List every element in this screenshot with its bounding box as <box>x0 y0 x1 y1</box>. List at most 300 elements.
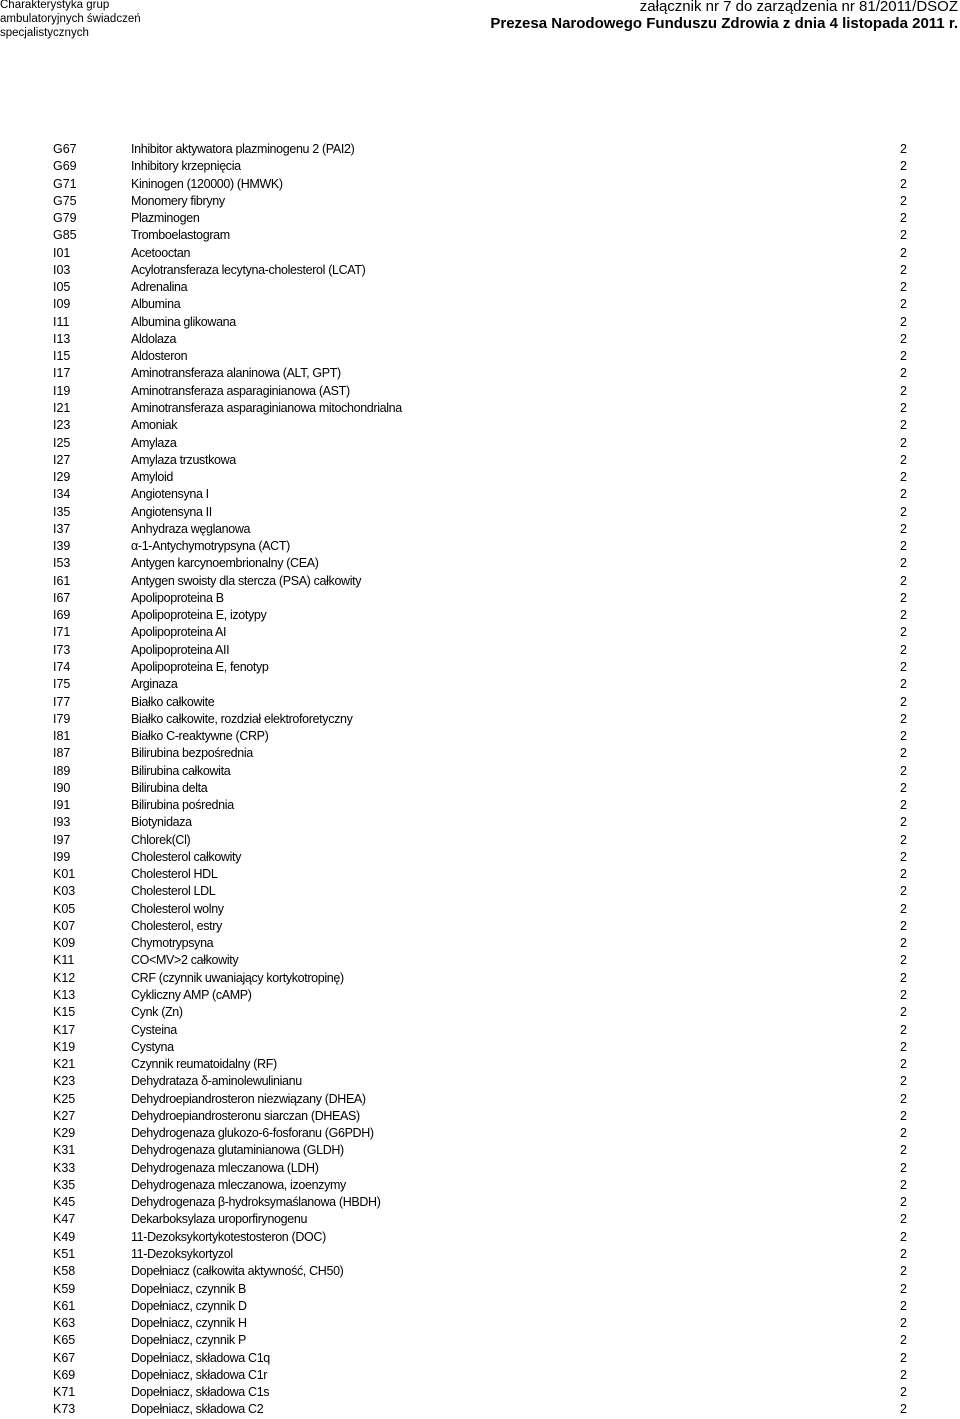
row-name: Albumina <box>131 297 181 312</box>
table-row <box>0 607 960 624</box>
table-row <box>0 1332 960 1349</box>
row-value: 2 <box>900 659 907 674</box>
table-row <box>0 210 960 227</box>
header-left-line2: ambulatoryjnych świadczeń <box>0 13 141 25</box>
row-value: 2 <box>900 1298 907 1313</box>
row-value: 2 <box>900 1091 907 1106</box>
row-code: G79 <box>53 211 77 226</box>
row-value: 2 <box>900 159 907 174</box>
table-row <box>0 279 960 296</box>
table-row <box>0 590 960 607</box>
row-name: Dopełniacz, składowa C1s <box>131 1385 270 1400</box>
table-row <box>0 935 960 952</box>
table-row <box>0 711 960 728</box>
row-name: Chlorek(Cl) <box>131 832 191 847</box>
header-right-line1: załącznik nr 7 do zarządzenia nr 81/2011/DSOZ <box>639 0 958 15</box>
table-row <box>0 918 960 935</box>
procedure-table <box>0 141 960 1419</box>
row-value: 2 <box>900 1057 907 1072</box>
row-code: K45 <box>53 1195 76 1210</box>
row-name: Chymotrypsyna <box>131 936 214 951</box>
row-value: 2 <box>900 884 907 899</box>
row-code: K33 <box>53 1160 76 1175</box>
row-code: K05 <box>53 901 76 916</box>
table-row <box>0 1263 960 1280</box>
row-code: I90 <box>53 780 71 795</box>
table-row <box>0 970 960 987</box>
table-row <box>0 1246 960 1263</box>
table-row <box>0 1211 960 1228</box>
row-code: G69 <box>53 159 77 174</box>
header-right-line2: Prezesa Narodowego Funduszu Zdrowia z dnia 4 listopada 2011 r. <box>490 15 958 32</box>
table-row <box>0 1056 960 1073</box>
row-value: 2 <box>900 1247 907 1261</box>
row-name: Angiotensyna I <box>131 487 209 502</box>
row-code: G75 <box>53 193 77 208</box>
row-code: I97 <box>53 832 71 847</box>
table-row <box>0 1039 960 1056</box>
row-code: I27 <box>53 452 71 467</box>
row-value: 2 <box>900 521 907 536</box>
row-value: 2 <box>900 349 907 364</box>
row-code: K13 <box>53 988 76 1003</box>
row-code: I03 <box>53 262 71 277</box>
table-row <box>0 348 960 365</box>
row-code: I19 <box>53 383 71 398</box>
row-value: 2 <box>900 1039 907 1054</box>
row-value: 2 <box>900 1005 907 1020</box>
row-value: 2 <box>900 1333 907 1348</box>
row-name: Monomery fibryny <box>131 193 225 208</box>
row-name: 11-Dezoksykortyzol <box>131 1247 233 1261</box>
row-code: K61 <box>53 1298 76 1313</box>
header-right <box>490 0 958 32</box>
table-row <box>0 901 960 918</box>
row-value: 2 <box>900 642 907 657</box>
row-value: 2 <box>900 400 907 415</box>
row-value: 2 <box>900 918 907 933</box>
row-code: K29 <box>53 1126 76 1141</box>
row-value: 2 <box>900 211 907 226</box>
row-code: K03 <box>53 884 76 899</box>
row-name: Cholesterol HDL <box>131 867 218 882</box>
row-code: I17 <box>53 366 71 381</box>
row-name: CO<MV>2 całkowity <box>131 953 239 968</box>
row-name: Dekarboksylaza uroporfirynogenu <box>131 1212 308 1227</box>
row-name: Apolipoproteina E, fenotyp <box>131 659 269 674</box>
row-code: K73 <box>53 1402 76 1417</box>
row-name: CRF (czynnik uwaniający kortykotropinę) <box>131 970 344 985</box>
row-value: 2 <box>900 677 907 692</box>
row-name: Amyloid <box>131 470 174 485</box>
table-row <box>0 1281 960 1298</box>
row-code: K69 <box>53 1367 76 1382</box>
row-name: Bilirubina pośrednia <box>131 798 234 813</box>
row-name: Adrenalina <box>131 280 188 295</box>
row-name: Dehydroepiandrosteron niezwiązany (DHEA) <box>131 1091 366 1106</box>
row-name: Inhibitor aktywatora plazminogenu 2 (PAI2) <box>131 142 355 156</box>
row-value: 2 <box>900 711 907 726</box>
row-value: 2 <box>900 832 907 847</box>
row-value: 2 <box>900 608 907 623</box>
row-name: Bilirubina delta <box>131 780 208 795</box>
table-row <box>0 659 960 676</box>
row-code: I37 <box>53 521 71 536</box>
row-code: I61 <box>53 573 71 588</box>
row-name: Antygen karcynoembrionalny (CEA) <box>131 556 319 571</box>
row-code: I39 <box>53 539 71 554</box>
row-value: 2 <box>900 1108 907 1123</box>
row-name: Plazminogen <box>131 211 200 226</box>
row-code: K71 <box>53 1385 76 1400</box>
row-value: 2 <box>900 1264 907 1279</box>
table-row <box>0 866 960 883</box>
row-name: Aminotransferaza alaninowa (ALT, GPT) <box>131 366 341 381</box>
table-row <box>0 780 960 797</box>
row-code: I25 <box>53 435 71 450</box>
table-row <box>0 383 960 400</box>
row-code: G85 <box>53 228 77 243</box>
row-name: Białko C-reaktywne (CRP) <box>131 729 269 744</box>
table-row <box>0 814 960 831</box>
row-value: 2 <box>900 383 907 398</box>
row-value: 2 <box>900 470 907 485</box>
row-value: 2 <box>900 193 907 208</box>
row-code: K25 <box>53 1091 76 1106</box>
row-value: 2 <box>900 1367 907 1382</box>
row-code: K51 <box>53 1247 76 1261</box>
row-code: I74 <box>53 659 71 674</box>
row-code: K65 <box>53 1333 76 1348</box>
row-name: Dopełniacz, czynnik P <box>131 1333 246 1348</box>
row-value: 2 <box>900 1316 907 1331</box>
row-name: Bilirubina całkowita <box>131 763 231 778</box>
table-row <box>0 1073 960 1090</box>
row-code: K19 <box>53 1039 76 1054</box>
row-value: 2 <box>900 590 907 605</box>
table-row <box>0 642 960 659</box>
row-value: 2 <box>900 418 907 433</box>
row-name: Białko całkowite <box>131 694 215 709</box>
table-row <box>0 1022 960 1039</box>
table-row <box>0 1160 960 1177</box>
table-row <box>0 1004 960 1021</box>
row-name: Biotynidaza <box>131 815 192 830</box>
row-value: 2 <box>900 988 907 1003</box>
row-value: 2 <box>900 1195 907 1210</box>
row-code: K12 <box>53 970 76 985</box>
row-value: 2 <box>900 867 907 882</box>
row-name: Cynk (Zn) <box>131 1005 183 1020</box>
row-value: 2 <box>900 1212 907 1227</box>
row-name: Cholesterol LDL <box>131 884 216 899</box>
row-code: K47 <box>53 1212 76 1227</box>
row-code: I09 <box>53 297 71 312</box>
table-row <box>0 555 960 572</box>
table-row <box>0 1350 960 1367</box>
row-code: I93 <box>53 815 71 830</box>
table-row <box>0 504 960 521</box>
table-row <box>0 193 960 210</box>
table-row <box>0 417 960 434</box>
table-row <box>0 763 960 780</box>
row-name: Cholesterol, estry <box>131 918 222 933</box>
row-value: 2 <box>900 297 907 312</box>
table-row <box>0 1125 960 1142</box>
row-code: K07 <box>53 918 76 933</box>
row-name: Aminotransferaza asparaginianowa (AST) <box>131 383 350 398</box>
table-row <box>0 141 960 158</box>
table-row <box>0 176 960 193</box>
row-name: Acylotransferaza lecytyna-cholesterol (LCAT) <box>131 262 366 277</box>
table-row <box>0 573 960 590</box>
table-row <box>0 227 960 244</box>
row-value: 2 <box>900 1074 907 1089</box>
header-left <box>0 0 141 40</box>
row-value: 2 <box>900 953 907 968</box>
row-value: 2 <box>900 729 907 744</box>
row-name: Apolipoproteina AII <box>131 642 230 657</box>
row-value: 2 <box>900 1177 907 1192</box>
row-code: I71 <box>53 625 71 640</box>
row-name: Cystyna <box>131 1039 174 1054</box>
row-value: 2 <box>900 1160 907 1175</box>
table-row <box>0 797 960 814</box>
row-value: 2 <box>900 798 907 813</box>
row-name: Acetooctan <box>131 245 191 260</box>
row-code: I35 <box>53 504 71 519</box>
row-code: I79 <box>53 711 71 726</box>
table-row <box>0 296 960 313</box>
row-name: Kininogen (120000) (HMWK) <box>131 176 283 191</box>
row-value: 2 <box>900 780 907 795</box>
row-code: K17 <box>53 1022 76 1037</box>
row-value: 2 <box>900 331 907 346</box>
row-code: K58 <box>53 1264 76 1279</box>
table-row <box>0 365 960 382</box>
header-left-line3: specjalistycznych <box>0 27 89 39</box>
row-name: Cholesterol całkowity <box>131 849 242 864</box>
row-value: 2 <box>900 539 907 554</box>
row-value: 2 <box>900 504 907 519</box>
row-code: K09 <box>53 936 76 951</box>
row-name: Czynnik reumatoidalny (RF) <box>131 1057 277 1072</box>
row-name: Dopełniacz, czynnik B <box>131 1281 246 1296</box>
row-name: Apolipoproteina AI <box>131 625 227 640</box>
row-name: Apolipoproteina B <box>131 590 224 605</box>
row-name: Inhibitory krzepnięcia <box>131 159 241 174</box>
row-value: 2 <box>900 314 907 329</box>
row-value: 2 <box>900 849 907 864</box>
row-name: Dopełniacz, czynnik D <box>131 1298 247 1313</box>
row-value: 2 <box>900 435 907 450</box>
table-row <box>0 400 960 417</box>
table-row <box>0 158 960 175</box>
row-name: Arginaza <box>131 677 178 692</box>
row-code: I81 <box>53 729 71 744</box>
row-value: 2 <box>900 1402 907 1417</box>
table-row <box>0 469 960 486</box>
row-value: 2 <box>900 1229 907 1244</box>
row-name: Dopełniacz, składowa C2 <box>131 1402 264 1417</box>
row-value: 2 <box>900 815 907 830</box>
row-name: Tromboelastogram <box>131 228 230 243</box>
table-row <box>0 1177 960 1194</box>
row-name: Aminotransferaza asparaginianowa mitochondrialna <box>131 400 402 415</box>
table-row <box>0 1367 960 1384</box>
row-code: K67 <box>53 1350 76 1365</box>
row-code: I13 <box>53 331 71 346</box>
row-value: 2 <box>900 901 907 916</box>
table-row <box>0 521 960 538</box>
row-code: I01 <box>53 245 71 260</box>
row-name: Apolipoproteina E, izotypy <box>131 608 267 623</box>
table-row <box>0 1142 960 1159</box>
row-value: 2 <box>900 763 907 778</box>
row-code: K11 <box>53 953 75 968</box>
row-value: 2 <box>900 936 907 951</box>
row-name: Dopełniacz, składowa C1r <box>131 1367 268 1382</box>
row-value: 2 <box>900 280 907 295</box>
row-value: 2 <box>900 176 907 191</box>
table-row <box>0 1194 960 1211</box>
row-name: Bilirubina bezpośrednia <box>131 746 253 761</box>
row-code: I29 <box>53 470 71 485</box>
row-name: Cholesterol wolny <box>131 901 224 916</box>
table-row <box>0 1384 960 1401</box>
row-value: 2 <box>900 366 907 381</box>
row-code: K01 <box>53 867 76 882</box>
row-name: Dehydroepiandrosteronu siarczan (DHEAS) <box>131 1108 360 1123</box>
row-value: 2 <box>900 1281 907 1296</box>
row-code: I67 <box>53 590 71 605</box>
row-name: Aldolaza <box>131 331 177 346</box>
row-code: I34 <box>53 487 71 502</box>
table-row <box>0 1091 960 1108</box>
row-code: I69 <box>53 608 71 623</box>
row-code: K31 <box>53 1143 76 1158</box>
row-value: 2 <box>900 746 907 761</box>
row-name: Dehydrogenaza glukozo-6-fosforanu (G6PDH) <box>131 1126 374 1141</box>
row-value: 2 <box>900 1126 907 1141</box>
row-code: G71 <box>53 176 77 191</box>
row-name: Cysteina <box>131 1022 177 1037</box>
row-code: I53 <box>53 556 71 571</box>
row-name: Amylaza trzustkowa <box>131 452 236 467</box>
row-code: K23 <box>53 1074 76 1089</box>
row-value: 2 <box>900 625 907 640</box>
row-value: 2 <box>900 1022 907 1037</box>
row-name: Dehydrogenaza mleczanowa (LDH) <box>131 1160 319 1175</box>
row-code: G67 <box>53 142 77 156</box>
row-code: I75 <box>53 677 71 692</box>
table-row <box>0 1108 960 1125</box>
row-code: K27 <box>53 1108 76 1123</box>
row-code: I99 <box>53 849 71 864</box>
row-name: Aldosteron <box>131 349 188 364</box>
row-name: Dehydrogenaza β-hydroksymaślanowa (HBDH) <box>131 1195 381 1210</box>
table-row <box>0 694 960 711</box>
row-code: K63 <box>53 1316 76 1331</box>
row-value: 2 <box>900 1143 907 1158</box>
row-name: Cykliczny AMP (cAMP) <box>131 988 252 1003</box>
row-code: I87 <box>53 746 71 761</box>
row-name: Amoniak <box>131 418 178 433</box>
table-row <box>0 1401 960 1418</box>
row-code: I89 <box>53 763 71 778</box>
table-row <box>0 486 960 503</box>
row-name: 11-Dezoksykortykotestosteron (DOC) <box>131 1229 326 1244</box>
row-code: K49 <box>53 1229 76 1244</box>
table-row <box>0 538 960 555</box>
row-value: 2 <box>900 142 907 156</box>
row-name: Antygen swoisty dla stercza (PSA) całkowity <box>131 573 362 588</box>
table-row <box>0 728 960 745</box>
row-value: 2 <box>900 556 907 571</box>
row-code: K21 <box>53 1057 76 1072</box>
row-code: K15 <box>53 1005 76 1020</box>
row-value: 2 <box>900 694 907 709</box>
table-row <box>0 262 960 279</box>
row-code: I23 <box>53 418 71 433</box>
row-code: I05 <box>53 280 71 295</box>
table-row <box>0 331 960 348</box>
row-code: I21 <box>53 400 71 415</box>
table-row <box>0 987 960 1004</box>
row-code: I15 <box>53 349 71 364</box>
row-code: I91 <box>53 798 71 813</box>
row-name: Dopełniacz, składowa C1q <box>131 1350 270 1365</box>
row-value: 2 <box>900 1350 907 1365</box>
row-name: Dehydrogenaza mleczanowa, izoenzymy <box>131 1177 346 1192</box>
table-row <box>0 1229 960 1246</box>
row-value: 2 <box>900 573 907 588</box>
row-name: Dehydrogenaza glutaminianowa (GLDH) <box>131 1143 344 1158</box>
row-value: 2 <box>900 970 907 985</box>
row-name: Albumina glikowana <box>131 314 236 329</box>
row-value: 2 <box>900 245 907 260</box>
row-name: Dopełniacz (całkowita aktywność, CH50) <box>131 1264 344 1279</box>
table-row <box>0 314 960 331</box>
table-row <box>0 832 960 849</box>
row-value: 2 <box>900 262 907 277</box>
row-name: Amylaza <box>131 435 177 450</box>
row-value: 2 <box>900 452 907 467</box>
table-row <box>0 676 960 693</box>
row-code: I77 <box>53 694 71 709</box>
table-row <box>0 1315 960 1332</box>
row-code: K59 <box>53 1281 76 1296</box>
row-name: Anhydraza węglanowa <box>131 521 251 536</box>
row-value: 2 <box>900 1385 907 1400</box>
table-row <box>0 624 960 641</box>
table-row <box>0 883 960 900</box>
table-row <box>0 245 960 262</box>
row-name: Dehydrataza δ-aminolewulinianu <box>131 1074 302 1089</box>
table-row <box>0 952 960 969</box>
table-row <box>0 745 960 762</box>
table-row <box>0 452 960 469</box>
row-name: Białko całkowite, rozdział elektroforetyczny <box>131 711 353 726</box>
row-name: α-1-Antychymotrypsyna (ACT) <box>131 539 290 554</box>
table-row <box>0 1298 960 1315</box>
table-row <box>0 435 960 452</box>
header-left-line1: Charakterystyka grup <box>0 0 110 11</box>
row-value: 2 <box>900 487 907 502</box>
row-value: 2 <box>900 228 907 243</box>
row-code: I73 <box>53 642 71 657</box>
table-row <box>0 849 960 866</box>
